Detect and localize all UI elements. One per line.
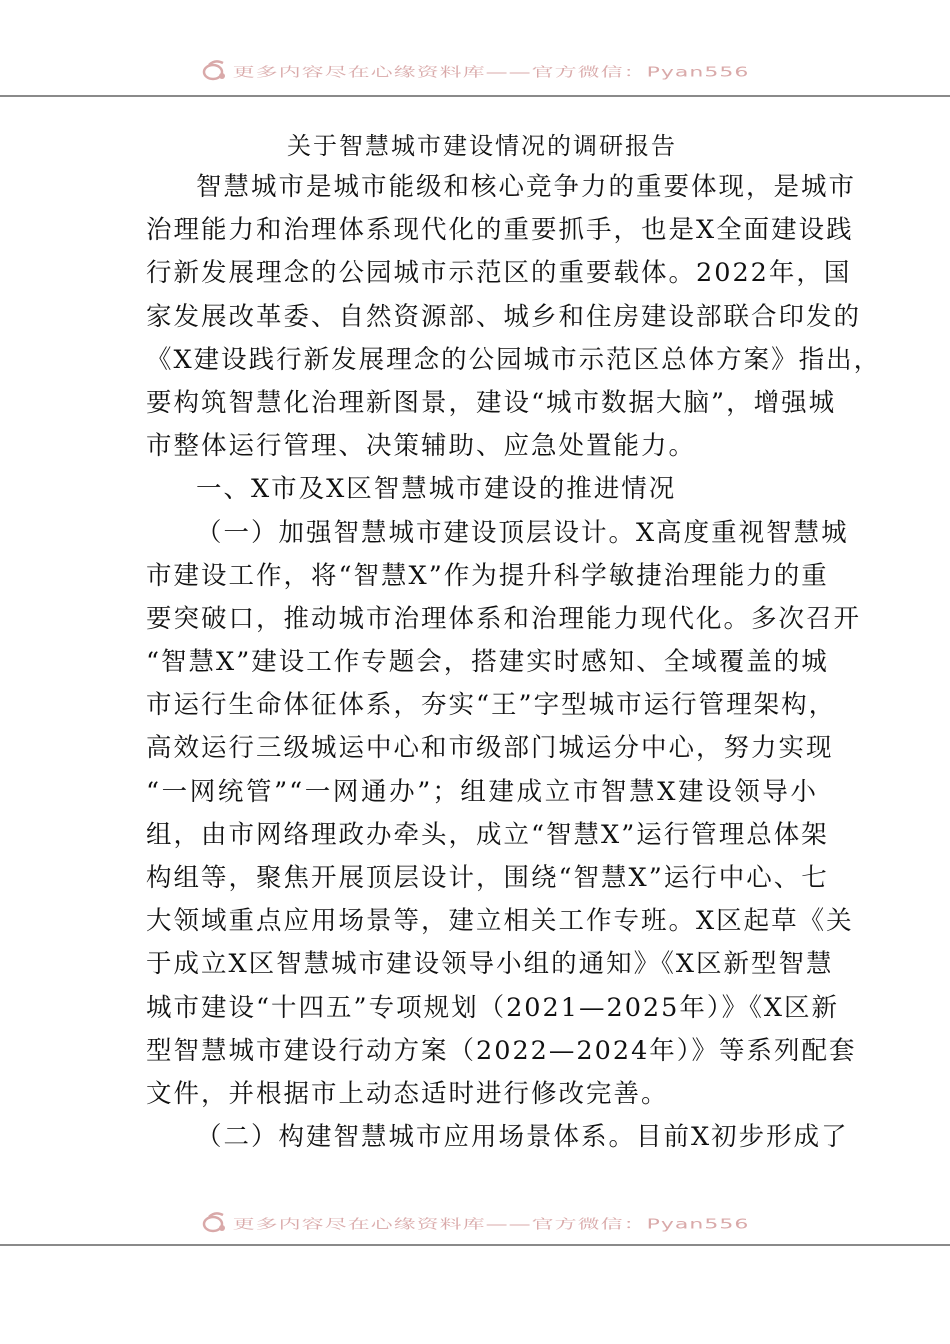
- watermark-text: 更多内容尽在心缘资料库——官方微信：Pyan556: [232, 1216, 750, 1232]
- paragraph-line: 构组等，聚焦开展顶层设计，围绕“智慧X”运行中心、七: [146, 863, 829, 893]
- paragraph-line: 市运行生命体征体系，夯实“王”字型城市运行管理架构，: [146, 690, 837, 721]
- header-rule: [0, 95, 950, 97]
- paragraph-line: 市整体运行管理、决策辅助、应急处置能力。: [146, 431, 697, 462]
- paragraph-line: 要构筑智慧化治理新图景，建设“城市数据大脑”，增强城: [146, 387, 837, 418]
- watermark-banner-bottom: [0, 1208, 950, 1238]
- paragraph-line: 高效运行三级城运中心和市级部门城运分中心，努力实现: [146, 733, 834, 764]
- paragraph-line: （一）加强智慧城市建设顶层设计。X高度重视智慧城: [196, 517, 849, 548]
- watermark-text: 更多内容尽在心缘资料库——官方微信：Pyan556: [232, 64, 750, 80]
- paragraph-line: 治理能力和治理体系现代化的重要抓手，也是X全面建设践: [146, 215, 854, 246]
- footer-rule: [0, 1244, 950, 1246]
- paragraph-line: 组，由市网络理政办牵头，成立“智慧X”运行管理总体架: [146, 819, 829, 850]
- paragraph-line: （二）构建智慧城市应用场景体系。目前X初步形成了: [196, 1122, 849, 1153]
- paragraph-line: 家发展改革委、自然资源部、城乡和住房建设部联合印发的: [146, 301, 862, 332]
- paragraph-line: 要突破口，推动城市治理体系和治理能力现代化。多次召开: [146, 603, 862, 634]
- paragraph-line: 型智慧城市建设行动方案（2022—2024年）》等系列配套: [146, 1035, 857, 1066]
- document-body: [146, 126, 882, 1159]
- paragraph-line: “智慧X”建设工作专题会，搭建实时感知、全域覆盖的城: [146, 647, 829, 678]
- paragraph-line: 市建设工作，将“智慧X”作为提升科学敏捷治理能力的重: [146, 560, 829, 591]
- paragraph-line: “一网统管”“一网通办”；组建成立市智慧X建设领导小: [146, 776, 818, 807]
- paragraph-line: 文件，并根据市上动态适时进行修改完善。: [146, 1078, 669, 1109]
- paragraph-line: 大领域重点应用场景等，建立相关工作专班。X区起草《关: [146, 906, 854, 937]
- paragraph-line: 城市建设“十四五”专项规划（2021—2025年）》《X区新: [146, 992, 840, 1023]
- paragraph-line: 《X建设践行新发展理念的公园城市示范区总体方案》指出，: [146, 344, 882, 375]
- paragraph-line: 行新发展理念的公园城市示范区的重要载体。2022年，国: [146, 258, 852, 289]
- paragraph-line: 于成立X区智慧城市建设领导小组的通知》《X区新型智慧: [146, 949, 834, 980]
- brand-logo-icon: [201, 1211, 229, 1235]
- paragraph-line: 智慧城市是城市能级和核心竞争力的重要体现，是城市: [196, 172, 857, 202]
- section-heading: 一、X市及X区智慧城市建设的推进情况: [196, 474, 677, 505]
- document-title: 关于智慧城市建设情况的调研报告: [287, 132, 677, 160]
- watermark-banner-top: [0, 56, 950, 86]
- brand-logo-icon: [201, 59, 229, 83]
